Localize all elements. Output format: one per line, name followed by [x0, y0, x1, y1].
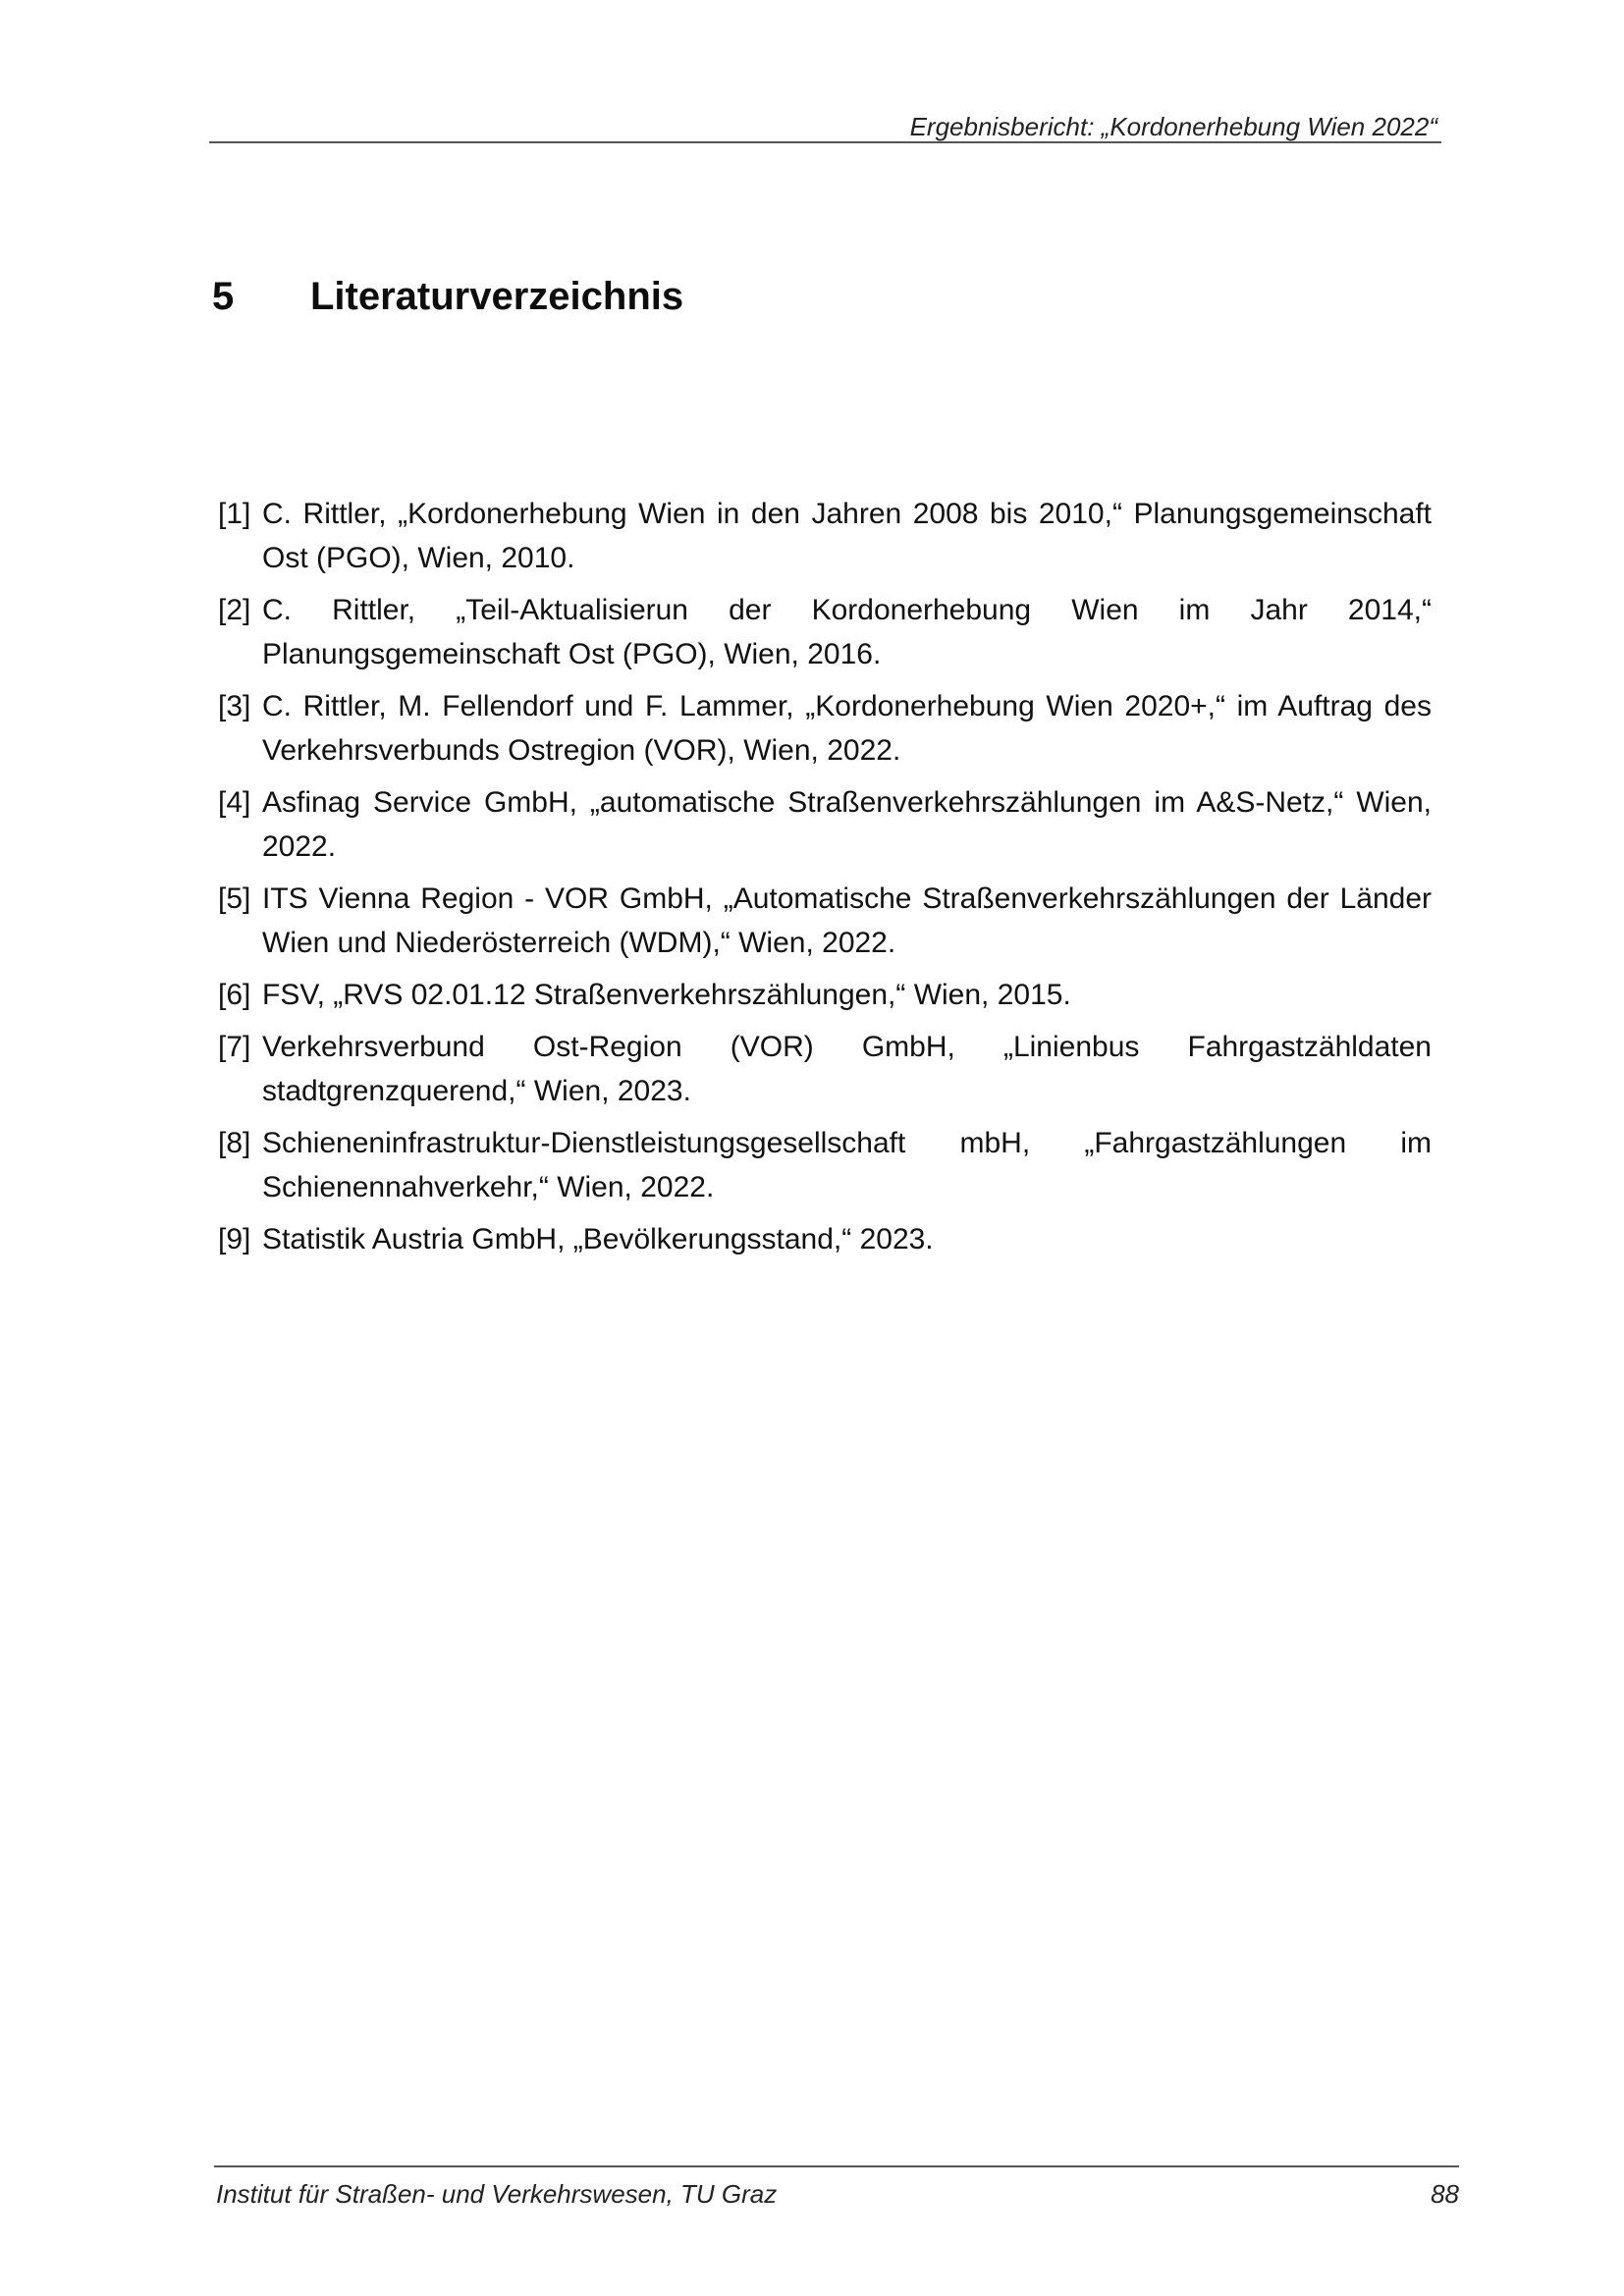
- reference-number: [6]: [218, 979, 251, 1011]
- reference-item: [218, 877, 1432, 965]
- reference-item: [218, 1121, 1432, 1209]
- page-header: [209, 112, 1441, 143]
- reference-number: [7]: [218, 1031, 251, 1063]
- page-footer: [214, 2165, 1459, 2216]
- section-number: 5: [212, 275, 235, 318]
- section-heading: [212, 272, 683, 321]
- reference-text: Verkehrsverbund Ost-Region (VOR) GmbH, „Linienbus Fahrgastzähldaten stadtgrenzquerend,“ Wien, 2023.: [262, 1031, 1432, 1107]
- reference-number: [9]: [218, 1223, 251, 1255]
- page-number: 88: [1431, 2179, 1459, 2209]
- reference-item: [218, 1025, 1432, 1113]
- reference-text: C. Rittler, „Teil-Aktualisierun der Kordonerhebung Wien im Jahr 2014,“ Planungsgemeinschaft Ost (PGO), Wien, 2016.: [262, 594, 1432, 670]
- header-title: Ergebnisbericht: „Kordonerhebung Wien 2022“: [909, 112, 1437, 141]
- reference-item: [218, 684, 1432, 773]
- reference-item: [218, 588, 1432, 676]
- reference-item: [218, 973, 1432, 1017]
- reference-item: [218, 1217, 1432, 1261]
- reference-number: [4]: [218, 786, 251, 819]
- reference-number: [2]: [218, 594, 251, 626]
- reference-list: [218, 492, 1432, 1269]
- footer-institute: Institut für Straßen- und Verkehrswesen, TU Graz: [216, 2179, 778, 2209]
- reference-item: [218, 780, 1432, 869]
- reference-text: C. Rittler, M. Fellendorf und F. Lammer, „Kordonerhebung Wien 2020+,“ im Auftrag des Verkehrsverbunds Ostregion (VOR), Wien, 2022.: [262, 690, 1432, 767]
- reference-text: C. Rittler, „Kordonerhebung Wien in den Jahren 2008 bis 2010,“ Planungsgemeinschaft Ost (PGO), Wien, 2010.: [262, 498, 1432, 574]
- reference-number: [3]: [218, 690, 251, 722]
- reference-text: FSV, „RVS 02.01.12 Straßenverkehrszählungen,“ Wien, 2015.: [262, 979, 1071, 1011]
- reference-text: ITS Vienna Region - VOR GmbH, „Automatische Straßenverkehrszählungen der Länder Wien und Niederösterreich (WDM),“ Wien, 2022.: [262, 882, 1432, 959]
- reference-text: Schieneninfrastruktur-Dienstleistungsgesellschaft mbH, „Fahrgastzählungen im Schienennahverkehr,“ Wien, 2022.: [262, 1127, 1432, 1203]
- reference-text: Asfinag Service GmbH, „automatische Straßenverkehrszählungen im A&S-Netz,“ Wien, 2022.: [262, 786, 1432, 863]
- reference-number: [5]: [218, 882, 251, 915]
- reference-item: [218, 492, 1432, 580]
- reference-text: Statistik Austria GmbH, „Bevölkerungsstand,“ 2023.: [262, 1223, 934, 1255]
- section-title: Literaturverzeichnis: [310, 275, 684, 318]
- reference-number: [8]: [218, 1127, 251, 1159]
- reference-number: [1]: [218, 498, 251, 530]
